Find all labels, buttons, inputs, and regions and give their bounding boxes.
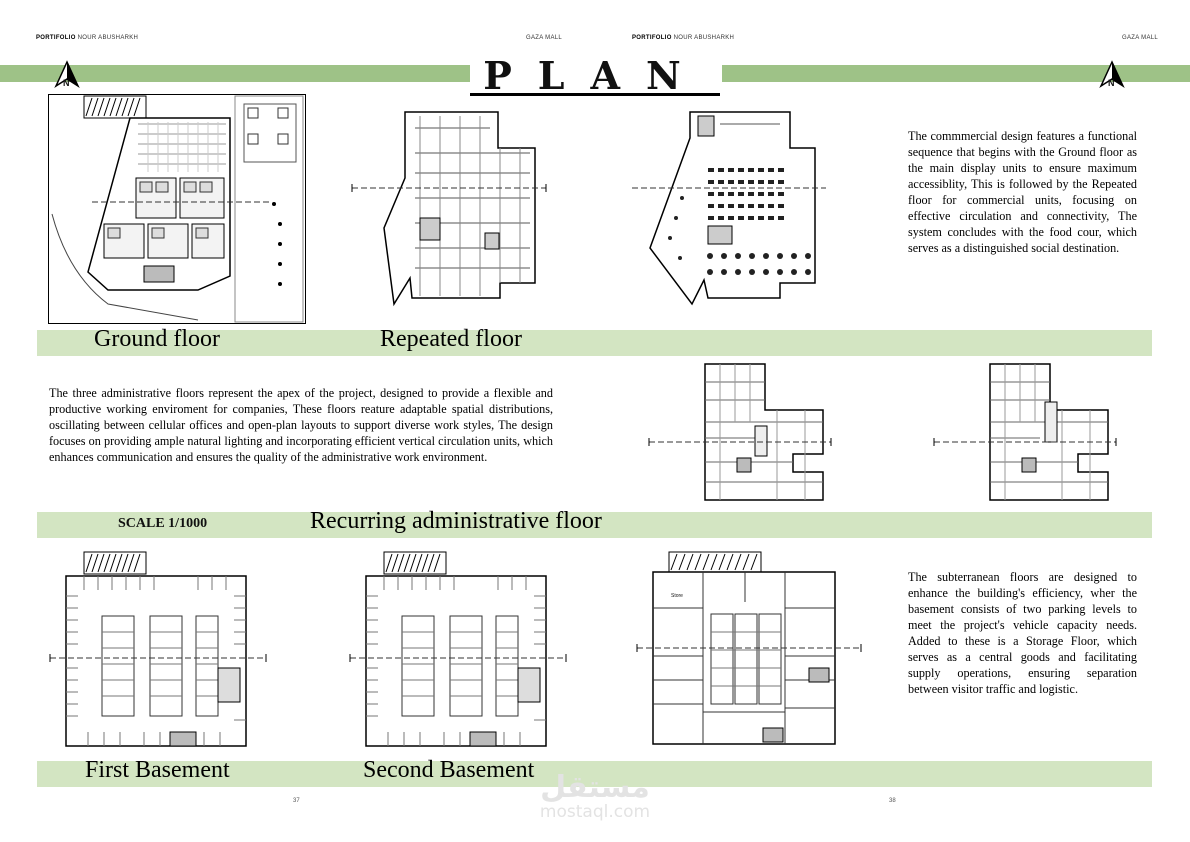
page-number-right: 38 bbox=[889, 798, 896, 804]
header-right bbox=[632, 35, 734, 41]
second-basement-label: Second Basement bbox=[363, 757, 535, 783]
basement2-stall-numbers bbox=[368, 733, 548, 734]
subterranean-description: The subterranean floors are designed to enhance the building's efficiency, wher the basement consists of two parking levels to meet the project's vehicle capacity needs. Added to these is a Storage Floor, which serves as a central goods and facilitating supply operations, ensuring separation between visitor traffic and logistic. bbox=[908, 570, 1137, 696]
administrative-description: The three administrative floors represent the apex of the project, designed to provide a flexible and productive working enviroment for companies, These floors reature adaptable spatial distributions, oscillating between cellular offices and open-plan layouts to support diverse work styles, The design focuses on providing ample natural lighting and incorporating efficient vertical circulation units, which enhances communication and ensures the quality of the administrative work environment. bbox=[49, 386, 553, 464]
admin-floor-label: Recurring administrative floor bbox=[310, 508, 602, 534]
food-court-plan bbox=[630, 108, 830, 308]
admin-floor-plan-2 bbox=[930, 362, 1120, 504]
header-right-project: GAZA MALL bbox=[1122, 35, 1159, 41]
commercial-description: The commmercial design features a functional sequence that begins with the Ground floor as the main display units to ensure maximum accessiblity, This is followed by the Repeated floor for commercial units, focusing on effective circulation and connectivity, The system concludes with the food cour, which serves as a distinguished social destination. bbox=[908, 129, 1137, 255]
north-label: N bbox=[1108, 78, 1115, 88]
north-label: N bbox=[63, 78, 70, 88]
store-label: Store bbox=[671, 593, 683, 599]
page-number-left: 37 bbox=[293, 798, 300, 804]
watermark-arabic: مستقل bbox=[540, 770, 650, 805]
watermark-latin: mostaql.com bbox=[539, 802, 651, 822]
storage-floor-plan bbox=[635, 548, 865, 748]
ground-floor-plan bbox=[48, 94, 306, 324]
repeated-floor-label: Repeated floor bbox=[380, 326, 522, 352]
ground-floor-label: Ground floor bbox=[94, 326, 220, 352]
header-left-project: GAZA MALL bbox=[526, 35, 563, 41]
scale-label: SCALE 1/1000 bbox=[118, 516, 208, 531]
north-arrow-left bbox=[52, 60, 82, 90]
header-author: NOUR ABUSHARKH bbox=[77, 35, 139, 41]
repeated-floor-plan bbox=[350, 108, 550, 308]
header-brand: PORTIFOLIO bbox=[632, 35, 672, 41]
header-left bbox=[36, 35, 138, 41]
header-brand: PORTIFOLIO bbox=[36, 35, 76, 41]
first-basement-plan bbox=[48, 548, 268, 750]
second-basement-plan bbox=[348, 548, 568, 750]
north-arrow-right bbox=[1097, 60, 1127, 90]
page-title: PLAN bbox=[470, 56, 720, 96]
header-author: NOUR ABUSHARKH bbox=[673, 35, 735, 41]
basement1-stall-numbers bbox=[68, 733, 248, 734]
admin-floor-plan-1 bbox=[645, 362, 835, 504]
first-basement-label: First Basement bbox=[85, 757, 230, 783]
